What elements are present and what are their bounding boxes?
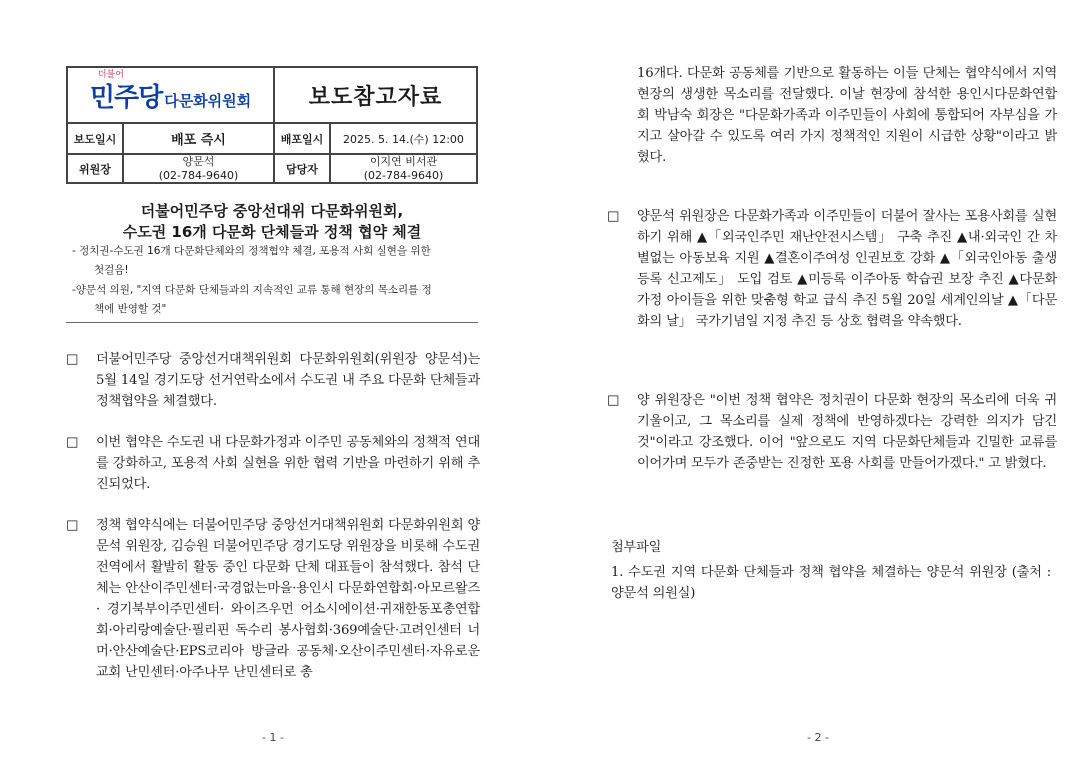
- logo-sup: 더불어: [97, 69, 124, 80]
- body-continuation: 16개다. 다문화 공동체를 기반으로 활동하는 이들 단체는 협약식에서 지역 현장의 생생한 목소리를 전달했다. 이날 현장에 참석한 용인시다문화연합회 박남숙 회장은 "다문화가족과 이주민들이 사회에 통합되어 자부심을 가지고 살아갈 수 있도록 여러 가지 정책적인 지원이 시급한 상황"이라고 밝혔다.: [637, 66, 1057, 165]
- party-logo: [89, 69, 252, 114]
- page-number-1: - 1 -: [262, 731, 284, 744]
- logo-cell: [67, 67, 274, 123]
- checkbox-bullet: □: [607, 393, 620, 408]
- chair-label: 위원장: [67, 154, 123, 183]
- body-paragraph-3: □ 정책 협약식에는 더불어민주당 중앙선거대책위원회 다문화위원회 양문석 위원장, 김승원 더불어민주당 경기도당 위원장을 비롯해 수도권 전역에서 활발히 활동 중인 다문화 단체 대표들이 참석했다. 참석 단체는 안산이주민센터·국경없는마을·용인시 다문화연합회·아모르왈즈· 경기북부이주민센터· 와이즈우먼 어소시에이션·귀재한동포총연합회·아리랑예술단·필리핀 독수리 봉사협회·369예술단·고려인센터 너머·안산예술단·EPS코리아 방글라 공동체·오산이주민센터·자유로운교회 난민센터·아주나무 난민센터로 총: [66, 515, 480, 683]
- doc-type-title: 보도참고자료: [274, 67, 477, 123]
- contact-info: [330, 154, 477, 183]
- release-label: 보도일시: [67, 123, 123, 154]
- headline-line1: 더불어민주당 중앙선대위 다문화위원회,: [140, 202, 404, 220]
- chair-info: [123, 154, 274, 183]
- contact-phone: (02-784-9640): [363, 168, 444, 182]
- page-2: [545, 0, 1090, 771]
- subheadline-1: - 정치권-수도권 16개 다문화단체와의 정책협약 체결, 포용적 사회 실현을 위한 첫걸음!: [72, 245, 431, 276]
- contact-name: 이지연 비서관: [369, 154, 438, 168]
- contact-label: 담당자: [274, 154, 330, 183]
- chair-name: 양문석: [182, 154, 215, 168]
- attachment-item: 1. 수도권 지역 다문화 단체들과 정책 협약을 체결하는 양문석 위원장 (출처 : 양문석 의원실): [611, 565, 1051, 601]
- divider: [66, 322, 478, 323]
- body-paragraph-2: □ 이번 협약은 수도권 내 다문화가정과 이주민 공동체와의 정책적 연대를 강화하고, 포용적 사회 실현을 위한 협력 기반을 마련하기 위해 추진되었다.: [66, 432, 480, 495]
- attachment-title: 첨부파일: [611, 540, 662, 555]
- logo-sub: 다문화위원회: [164, 91, 252, 110]
- distribute-label: 배포일시: [274, 123, 330, 154]
- page-number-2: - 2 -: [807, 731, 829, 744]
- headline-line2: 수도권 16개 다문화 단체들과 정책 협약 체결: [122, 223, 422, 241]
- logo-main: 민주당: [89, 82, 163, 113]
- body-paragraph-4: □ 양문석 위원장은 다문화가족과 이주민들이 더불어 잘사는 포용사회를 실현하기 위해 ▲「외국인주민 재난안전시스템」 구축 추진 ▲내·외국인 간 차별없는 아동보육 지원 ▲결혼이주여성 인권보호 강화 ▲「외국인아동 출생등록 신고제도」 도입 검토 ▲미등록 이주아동 학습권 보장 추진 ▲다문화 가정 아이들을 위한 맞춤형 학교 급식 추진 5월 20일 세계인의날 ▲「다문화의 날」 국가기념일 지정 추진 등 상호 협력을 약속했다.: [607, 206, 1057, 332]
- body-paragraph-1: □ 더불어민주당 중앙선거대책위원회 다문화위원회(위원장 양문석)는 5월 14일 경기도당 선거연락소에서 수도권 내 주요 다문화 단체들과 정책협약을 체결했다.: [66, 349, 480, 412]
- checkbox-bullet: □: [607, 209, 620, 224]
- release-value: 배포 즉시: [123, 123, 274, 154]
- body-paragraph-5: □ 양 위원장은 "이번 정책 협약은 정치권이 다문화 현장의 목소리에 더욱 귀 기울이고, 그 목소리를 실제 정책에 반영하겠다는 강력한 의지가 담긴 것"이라고 강조했다. 이어 "앞으로도 지역 다문화단체들과 긴밀한 교류를 이어가며 모두가 존중받는 진정한 포용 사회를 만들어가겠다." 고 밝혔다.: [607, 390, 1057, 474]
- chair-phone: (02-784-9640): [158, 168, 239, 182]
- subheadline-2: -양문석 의원, "지역 다문화 단체들과의 지속적인 교류 통해 현장의 목소리를 정 책에 반영할 것": [72, 284, 432, 315]
- header-table: [66, 66, 478, 184]
- checkbox-bullet: □: [66, 518, 79, 533]
- checkbox-bullet: □: [66, 435, 79, 450]
- checkbox-bullet: □: [66, 352, 79, 367]
- distribute-value: 2025. 5. 14.(수) 12:00: [330, 123, 477, 154]
